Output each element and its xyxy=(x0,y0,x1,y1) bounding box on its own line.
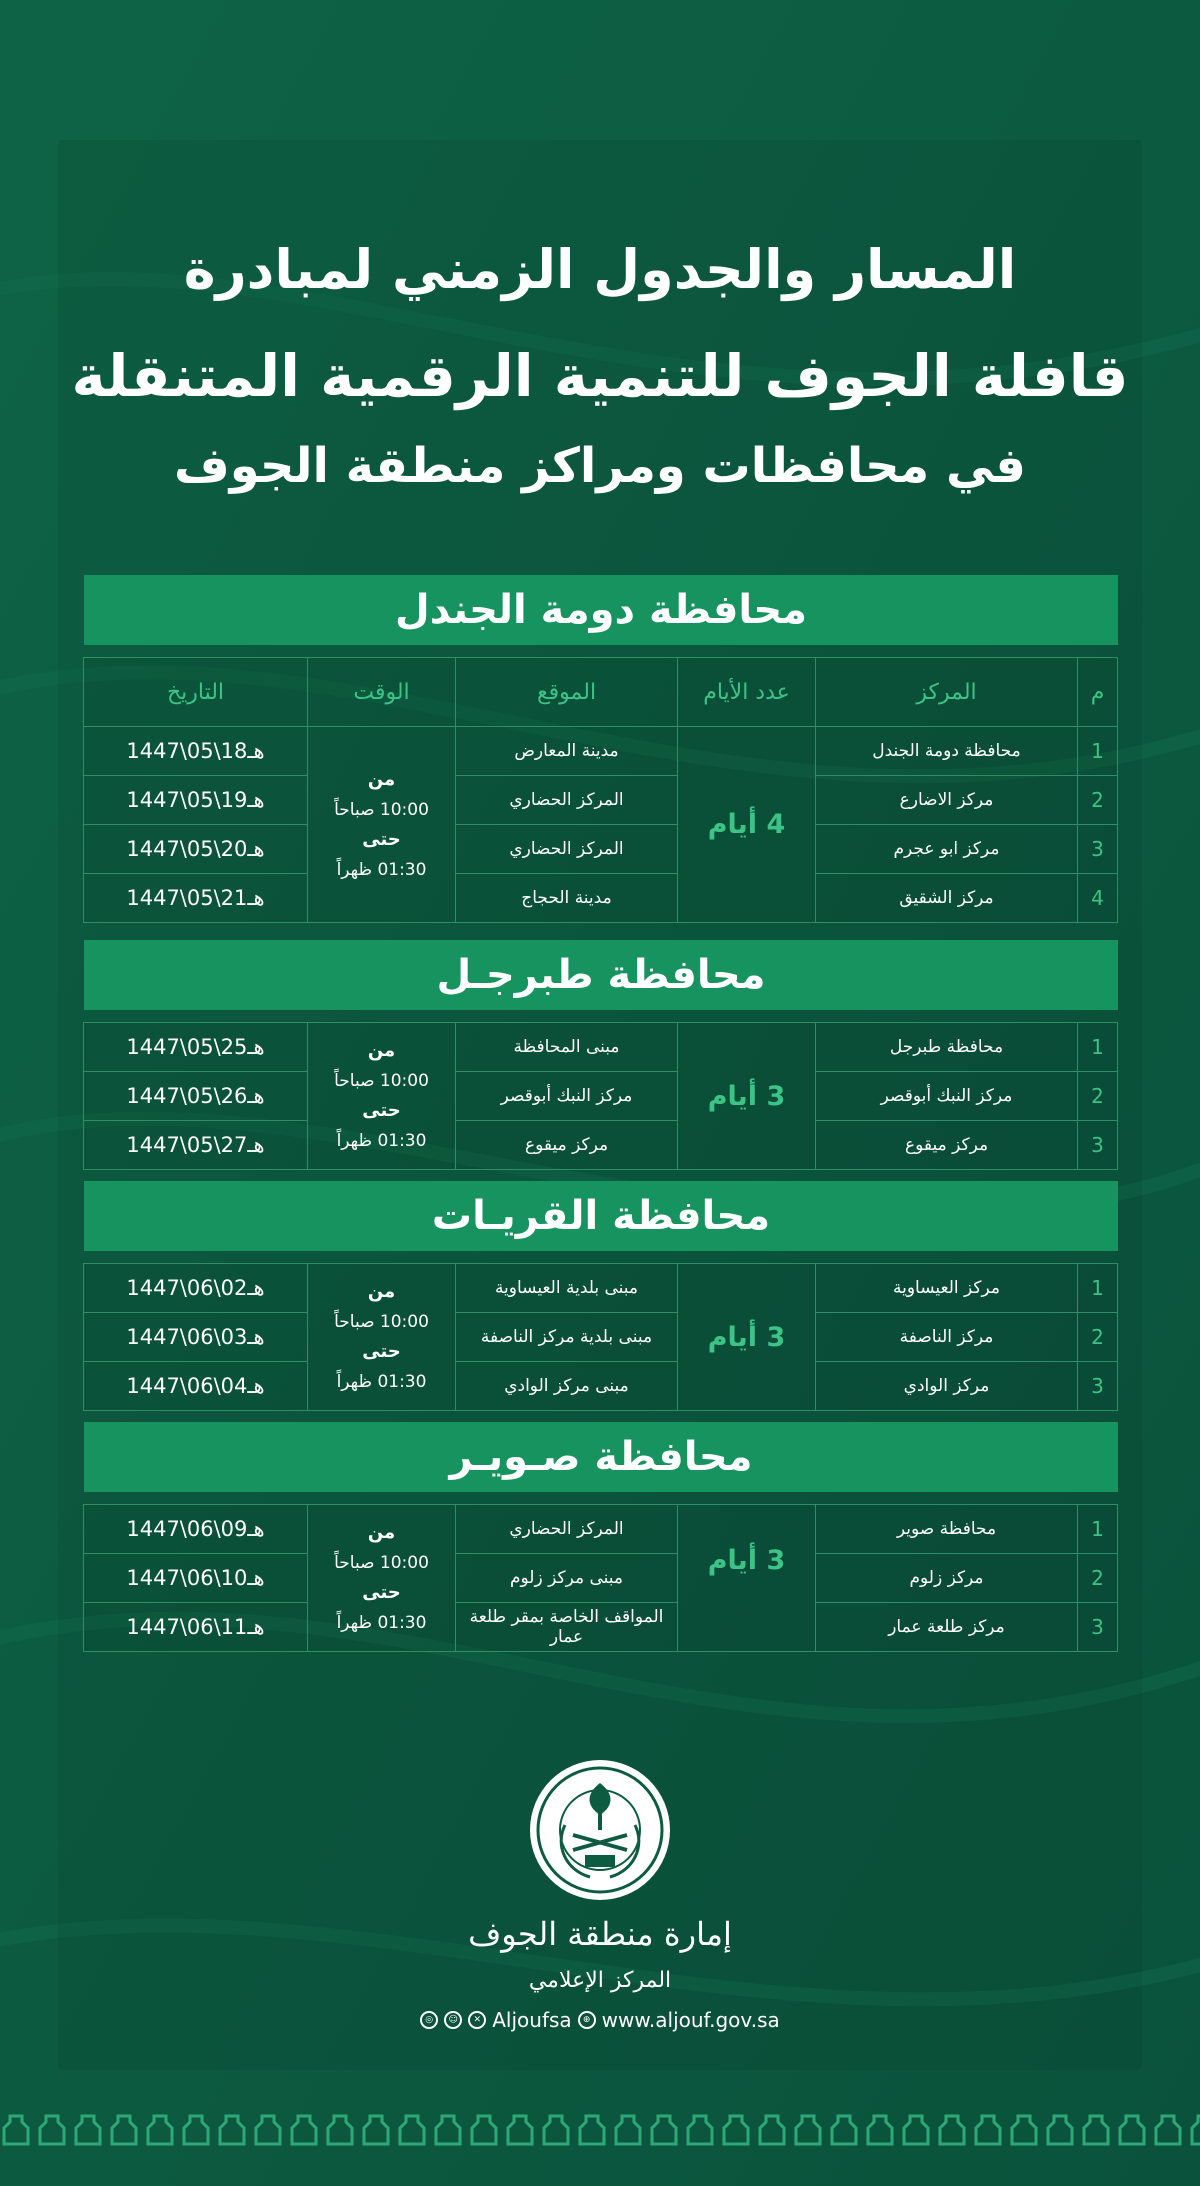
pattern-motif xyxy=(616,2116,640,2144)
table-row xyxy=(84,1505,1118,1554)
time-from: من xyxy=(367,1040,396,1061)
section-title: محافظة صـويـر xyxy=(84,1422,1118,1492)
time-cell xyxy=(308,1023,456,1170)
pattern-motif xyxy=(256,2116,280,2144)
row-center: مركز زلوم xyxy=(816,1554,1078,1603)
row-location: المركز الحضاري xyxy=(456,1505,678,1554)
row-date: 1447\06\04هـ xyxy=(84,1362,308,1411)
schedule-table xyxy=(83,1504,1118,1652)
time-cell xyxy=(308,1505,456,1652)
row-number: 2 xyxy=(1078,1554,1118,1603)
row-location: مدينة المعارض xyxy=(456,727,678,776)
table-row xyxy=(84,1603,1118,1652)
pattern-motif xyxy=(1120,2116,1144,2144)
time-end: 01:30 ظهراً xyxy=(336,1613,427,1633)
row-date: 1447\05\20هـ xyxy=(84,825,308,874)
website-link[interactable]: www.aljouf.gov.sa xyxy=(601,2008,780,2032)
row-location: مبنى بلدية مركز الناصفة xyxy=(456,1313,678,1362)
pattern-motif xyxy=(40,2116,64,2144)
row-date: 1447\05\27هـ xyxy=(84,1121,308,1170)
decorative-pattern-strip xyxy=(0,2110,1200,2150)
row-location: مبنى بلدية العيساوية xyxy=(456,1264,678,1313)
row-number: 3 xyxy=(1078,1121,1118,1170)
row-date: 1447\05\18هـ xyxy=(84,727,308,776)
time-from: من xyxy=(367,768,396,790)
row-location: المركز الحضاري xyxy=(456,776,678,825)
time-to: حتى xyxy=(362,1100,401,1121)
header-time: الوقت xyxy=(308,658,456,727)
section-title: محافظة القريـات xyxy=(84,1181,1118,1251)
pattern-motif xyxy=(292,2116,316,2144)
row-center: مركز النبك أبوقصر xyxy=(816,1072,1078,1121)
section-tabarjal xyxy=(84,940,1118,1170)
section-suwayr xyxy=(84,1422,1118,1652)
row-number: 1 xyxy=(1078,1023,1118,1072)
header-days: عدد الأيام xyxy=(678,658,816,727)
media-center-label: المركز الإعلامي xyxy=(528,1968,672,1993)
pattern-motif xyxy=(1084,2116,1108,2144)
title-line-3: في محافظات ومراكز منطقة الجوف xyxy=(174,438,1026,494)
table-row xyxy=(84,727,1118,776)
pattern-motif xyxy=(796,2116,820,2144)
globe-icon[interactable]: ⊕ xyxy=(578,2011,596,2029)
emblem-logo-icon xyxy=(525,1755,675,1905)
days-count: 3 أيام xyxy=(678,1023,816,1170)
x-icon[interactable]: ✕ xyxy=(468,2011,486,2029)
social-handle[interactable]: Aljoufsa xyxy=(492,2008,572,2032)
pattern-motif xyxy=(436,2116,460,2144)
row-date: 1447\06\03هـ xyxy=(84,1313,308,1362)
emirate-name: إمارة منطقة الجوف xyxy=(468,1915,732,1953)
pattern-motif xyxy=(1012,2116,1036,2144)
row-center: مركز الشقيق xyxy=(816,874,1078,923)
pattern-motif xyxy=(148,2116,172,2144)
section-title: محافظة طبرجـل xyxy=(84,940,1118,1010)
row-location: المركز الحضاري xyxy=(456,825,678,874)
pattern-motif xyxy=(868,2116,892,2144)
pattern-motif xyxy=(688,2116,712,2144)
row-location: مبنى المحافظة xyxy=(456,1023,678,1072)
schedule-table xyxy=(83,1263,1118,1411)
pattern-motif xyxy=(472,2116,496,2144)
table-row xyxy=(84,1362,1118,1411)
header-m: م xyxy=(1078,658,1118,727)
table-header-row xyxy=(84,658,1118,727)
row-center: محافظة صوير xyxy=(816,1505,1078,1554)
pattern-motif xyxy=(184,2116,208,2144)
row-date: 1447\05\19هـ xyxy=(84,776,308,825)
row-center: محافظة دومة الجندل xyxy=(816,727,1078,776)
time-end: 01:30 ظهراً xyxy=(336,1131,427,1151)
time-cell xyxy=(308,727,456,923)
section-title: محافظة دومة الجندل xyxy=(84,575,1118,645)
days-count: 3 أيام xyxy=(678,1505,816,1652)
table-row xyxy=(84,1313,1118,1362)
schedule-table xyxy=(83,1022,1118,1170)
table-row xyxy=(84,1023,1118,1072)
pattern-motif xyxy=(1192,2116,1200,2144)
row-number: 1 xyxy=(1078,1264,1118,1313)
snapchat-icon[interactable]: ☺ xyxy=(444,2011,462,2029)
table-row xyxy=(84,1264,1118,1313)
time-end: 01:30 ظهراً xyxy=(336,859,427,880)
pattern-motif xyxy=(400,2116,424,2144)
row-number: 3 xyxy=(1078,1362,1118,1411)
pattern-motif xyxy=(904,2116,928,2144)
row-location: مبنى مركز زلوم xyxy=(456,1554,678,1603)
row-center: مركز الناصفة xyxy=(816,1313,1078,1362)
schedule-table xyxy=(83,657,1118,923)
pattern-motif xyxy=(976,2116,1000,2144)
row-date: 1447\06\09هـ xyxy=(84,1505,308,1554)
time-to: حتى xyxy=(362,828,401,850)
days-count: 4 أيام xyxy=(678,727,816,923)
section-dumat-al-jandal xyxy=(84,575,1118,923)
row-location: مبنى مركز الوادي xyxy=(456,1362,678,1411)
row-number: 2 xyxy=(1078,776,1118,825)
row-center: مركز طلعة عمار xyxy=(816,1603,1078,1652)
table-row xyxy=(84,1121,1118,1170)
section-qurayyat xyxy=(84,1181,1118,1411)
table-row xyxy=(84,825,1118,874)
pattern-motif xyxy=(760,2116,784,2144)
title-line-1: المسار والجدول الزمني لمبادرة xyxy=(183,238,1017,301)
row-center: مركز الوادي xyxy=(816,1362,1078,1411)
time-start: 10:00 صباحاً xyxy=(334,1553,429,1573)
time-from: من xyxy=(367,1281,396,1302)
time-from: من xyxy=(367,1522,396,1543)
pattern-motif xyxy=(724,2116,748,2144)
pattern-motif xyxy=(580,2116,604,2144)
time-to: حتى xyxy=(362,1582,401,1603)
table-row xyxy=(84,1554,1118,1603)
row-center: مركز الاضارع xyxy=(816,776,1078,825)
time-start: 10:00 صباحاً xyxy=(334,1071,429,1091)
time-end: 01:30 ظهراً xyxy=(336,1372,427,1392)
pattern-motif xyxy=(76,2116,100,2144)
pattern-motif xyxy=(832,2116,856,2144)
pattern-motif xyxy=(112,2116,136,2144)
row-center: مركز العيساوية xyxy=(816,1264,1078,1313)
pattern-motif xyxy=(1156,2116,1180,2144)
pattern-motif xyxy=(4,2116,28,2144)
row-date: 1447\06\02هـ xyxy=(84,1264,308,1313)
row-date: 1447\05\25هـ xyxy=(84,1023,308,1072)
row-date: 1447\05\21هـ xyxy=(84,874,308,923)
row-number: 1 xyxy=(1078,1505,1118,1554)
title-line-2: قافلة الجوف للتنمية الرقمية المتنقلة xyxy=(71,342,1129,410)
row-number: 3 xyxy=(1078,825,1118,874)
table-row xyxy=(84,874,1118,923)
pattern-motif xyxy=(652,2116,676,2144)
row-date: 1447\06\11هـ xyxy=(84,1603,308,1652)
pattern-motif xyxy=(508,2116,532,2144)
row-number: 1 xyxy=(1078,727,1118,776)
table-row xyxy=(84,776,1118,825)
row-number: 2 xyxy=(1078,1313,1118,1362)
time-cell xyxy=(308,1264,456,1411)
row-center: مركز ابو عجرم xyxy=(816,825,1078,874)
row-date: 1447\05\26هـ xyxy=(84,1072,308,1121)
header-center: المركز xyxy=(816,658,1078,727)
row-center: محافظة طبرجل xyxy=(816,1023,1078,1072)
row-location: المواقف الخاصة بمقر طلعة عمار xyxy=(456,1603,678,1652)
row-center: مركز ميقوع xyxy=(816,1121,1078,1170)
row-location: مدينة الحجاج xyxy=(456,874,678,923)
pattern-motif xyxy=(544,2116,568,2144)
row-location: مركز النبك أبوقصر xyxy=(456,1072,678,1121)
days-count: 3 أيام xyxy=(678,1264,816,1411)
row-number: 3 xyxy=(1078,1603,1118,1652)
row-location: مركز ميقوع xyxy=(456,1121,678,1170)
row-number: 2 xyxy=(1078,1072,1118,1121)
row-number: 4 xyxy=(1078,874,1118,923)
instagram-icon[interactable]: ◎ xyxy=(420,2011,438,2029)
pattern-motif xyxy=(328,2116,352,2144)
social-links xyxy=(0,2008,1200,2032)
time-start: 10:00 صباحاً xyxy=(334,1312,429,1332)
time-to: حتى xyxy=(362,1341,401,1362)
pattern-motif xyxy=(1048,2116,1072,2144)
row-date: 1447\06\10هـ xyxy=(84,1554,308,1603)
pattern-motif xyxy=(364,2116,388,2144)
pattern-motif xyxy=(940,2116,964,2144)
pattern-motif xyxy=(220,2116,244,2144)
table-row xyxy=(84,1072,1118,1121)
header-date: التاريخ xyxy=(84,658,308,727)
header-location: الموقع xyxy=(456,658,678,727)
time-start: 10:00 صباحاً xyxy=(334,799,429,820)
